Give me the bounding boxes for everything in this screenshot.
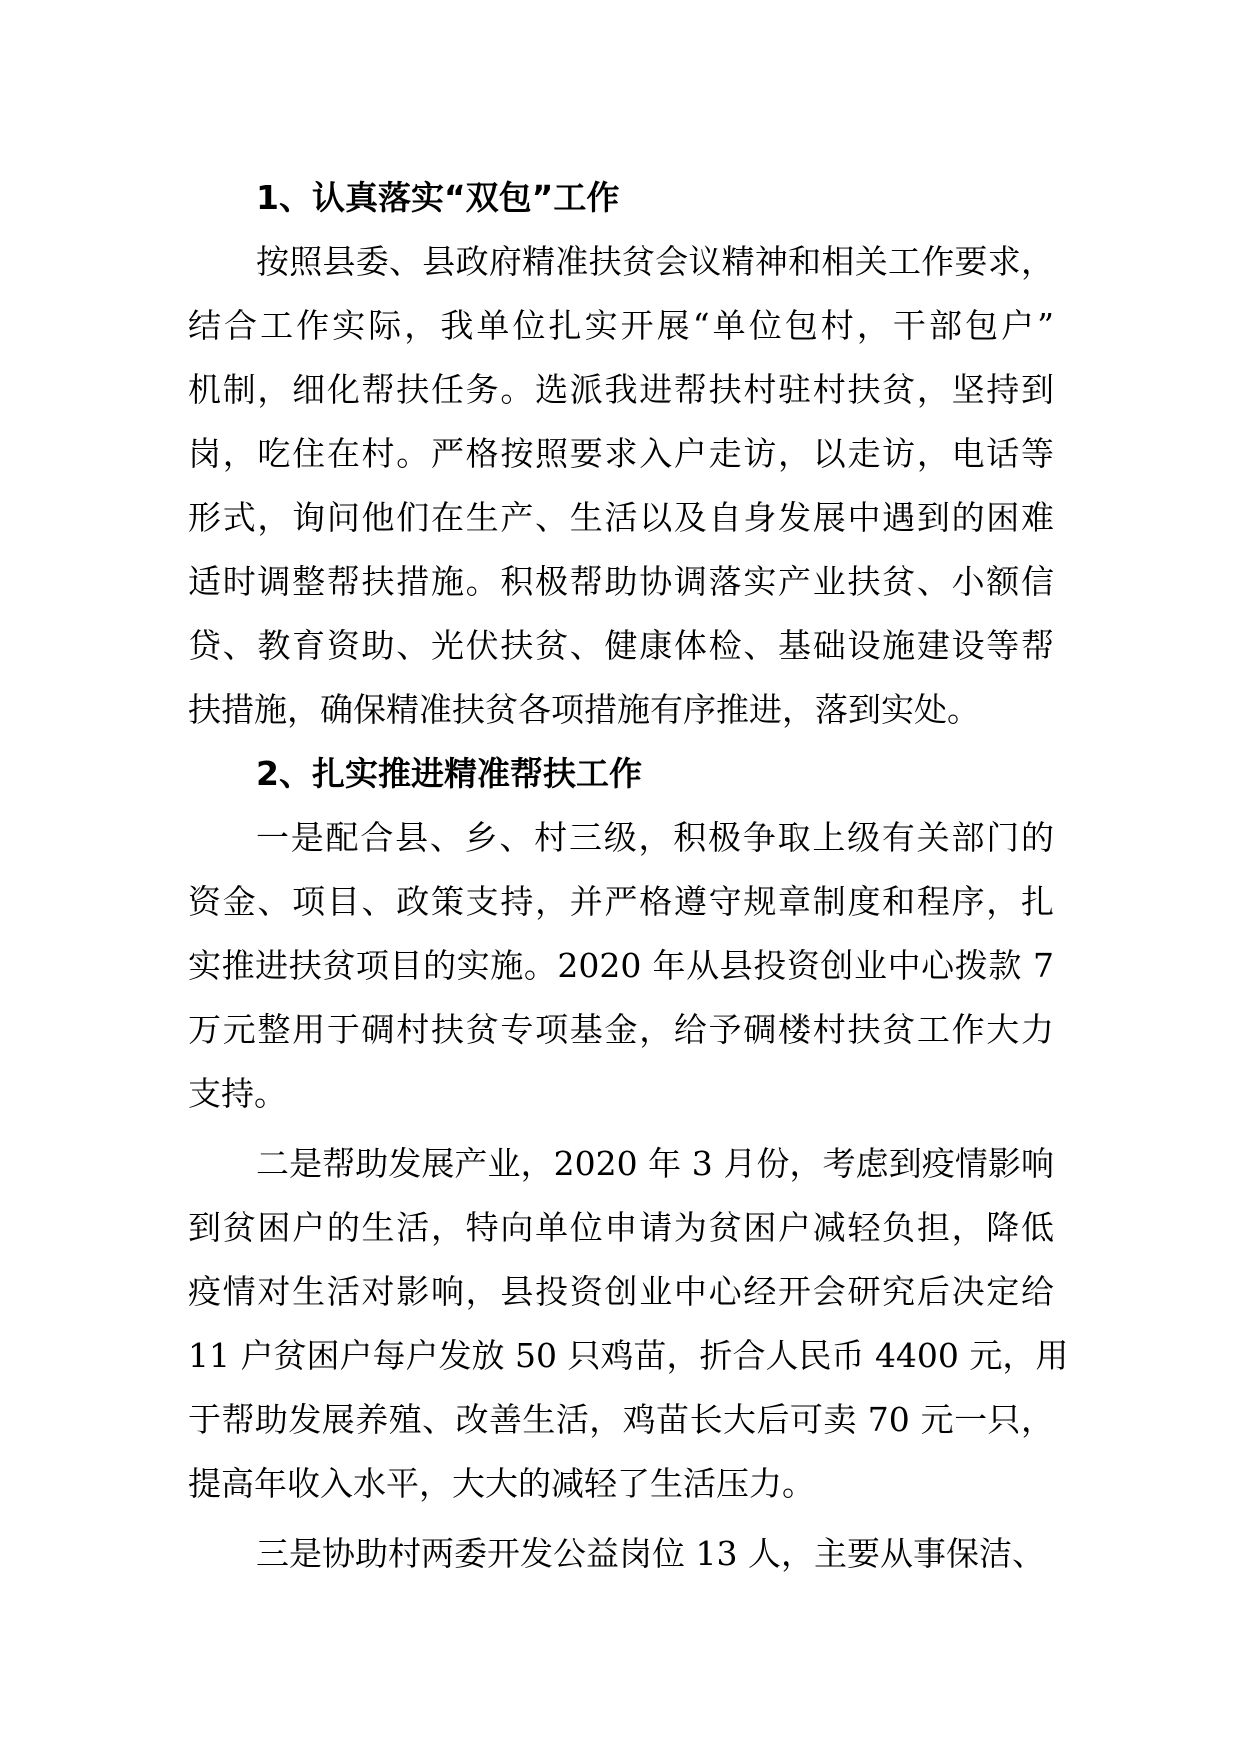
text-line: 支持。: [188, 1074, 287, 1113]
text-line: 机制，细化帮扶任务。选派我进帮扶村驻村扶贫，坚持到: [188, 370, 1054, 409]
text-line: 二是帮助发展产业，2020 年 3 月份，考虑到疫情影响: [256, 1144, 1054, 1183]
document-body: [188, 166, 1069, 1586]
paragraph-double-package: [188, 230, 1054, 742]
paragraph-item-one: [188, 806, 1054, 1126]
text-line: 实推进扶贫项目的实施。2020 年从县投资创业中心拨款 7: [188, 946, 1054, 985]
text-line: 资金、项目、政策支持，并严格遵守规章制度和程序，扎: [188, 882, 1054, 921]
text-line: 结合工作实际，我单位扎实开展“单位包村，干部包户”: [188, 306, 1054, 345]
section-heading-1: 1、认真落实“双包”工作: [256, 178, 620, 217]
paragraph-item-two: [188, 1132, 1069, 1516]
text-line: 贷、教育资助、光伏扶贫、健康体检、基础设施建设等帮: [188, 626, 1054, 665]
section-heading-2: 2、扎实推进精准帮扶工作: [256, 754, 642, 793]
text-line: 三是协助村两委开发公益岗位 13 人，主要从事保洁、: [256, 1534, 1045, 1573]
text-line: 提高年收入水平，大大的减轻了生活压力。: [188, 1464, 815, 1503]
text-line: 适时调整帮扶措施。积极帮助协调落实产业扶贫、小额信: [188, 562, 1054, 601]
text-line: 按照县委、县政府精准扶贫会议精神和相关工作要求，: [256, 242, 1054, 281]
text-line: 万元整用于碉村扶贫专项基金，给予碉楼村扶贫工作大力: [188, 1010, 1054, 1049]
paragraph-item-three: [188, 1522, 1054, 1586]
text-line: 疫情对生活对影响，县投资创业中心经开会研究后决定给: [188, 1272, 1054, 1311]
text-line: 一是配合县、乡、村三级，积极争取上级有关部门的: [256, 818, 1054, 857]
text-line: 11 户贫困户每户发放 50 只鸡苗，折合人民币 4400 元，用: [188, 1336, 1069, 1375]
text-line: 于帮助发展养殖、改善生活，鸡苗长大后可卖 70 元一只，: [188, 1400, 1054, 1439]
text-line: 岗，吃住在村。严格按照要求入户走访，以走访，电话等: [188, 434, 1054, 473]
text-line: 扶措施，确保精准扶贫各项措施有序推进，落到实处。: [188, 690, 980, 729]
text-line: 形式，询问他们在生产、生活以及自身发展中遇到的困难: [188, 498, 1054, 537]
text-line: 到贫困户的生活，特向单位申请为贫困户减轻负担，降低: [188, 1208, 1054, 1247]
